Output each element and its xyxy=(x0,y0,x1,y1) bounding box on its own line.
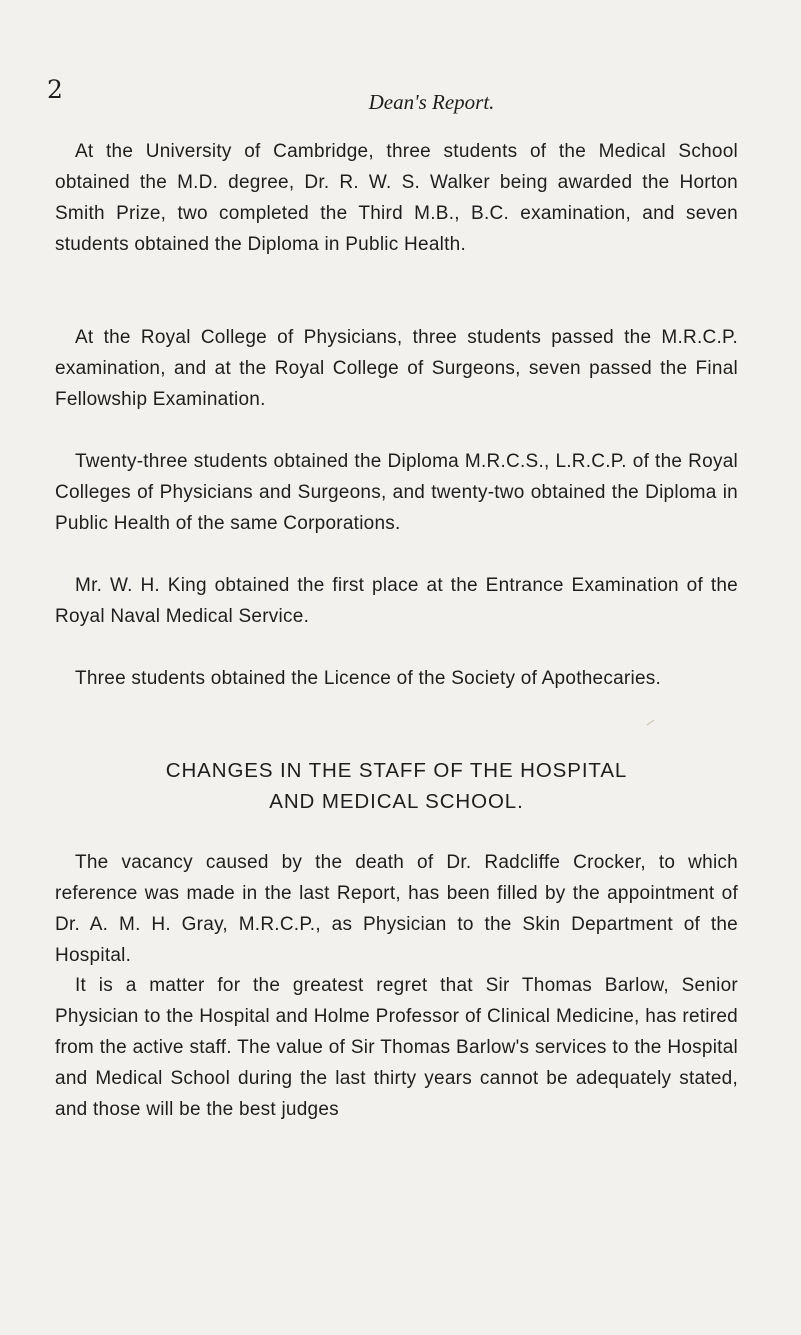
page-number: 2 xyxy=(47,75,63,104)
paragraph-text: At the University of Cambridge, three students of the Medical School obtained the M.D. degree, Dr. R. W. S. Walker being awarded the Horton Smith Prize, two completed the Third M.B., B.C. examination, and seven students obtained the Diploma in Public Health. xyxy=(55,141,738,255)
paragraph-naval-service xyxy=(55,570,738,632)
paragraph-text: Three students obtained the Licence of the Society of Apothecaries. xyxy=(75,668,662,689)
section-heading-line-2: AND MEDICAL SCHOOL. xyxy=(269,790,524,813)
paragraph-apothecaries xyxy=(55,663,738,694)
paragraph-barlow xyxy=(55,970,738,1125)
paragraph-diploma xyxy=(55,446,738,539)
section-heading-line-1: CHANGES IN THE STAFF OF THE HOSPITAL xyxy=(165,759,628,782)
paragraph-vacancy xyxy=(55,847,738,971)
paragraph-royal-colleges xyxy=(55,322,738,415)
paper-spot xyxy=(647,720,655,726)
paragraph-text: At the Royal College of Physicians, three students passed the M.R.C.P. examination, and at the Royal College of Surgeons, seven passed the Final Fellowship Examination. xyxy=(55,327,738,410)
paragraph-cambridge xyxy=(55,136,738,260)
paragraph-text: The vacancy caused by the death of Dr. Radcliffe Crocker, to which reference was made in the last Report, has been filled by the appointment of Dr. A. M. H. Gray, M.R.C.P., as Physician to the Skin Department of the Hospital. xyxy=(55,852,738,966)
paragraph-text: It is a matter for the greatest regret that Sir Thomas Barlow, Senior Physician to the Hospital and Holme Professor of Clinical Medicine, has retired from the active staff. The value of Sir Thomas Barlow's services to the Hospital and Medical School during the last thirty years cannot be adequately stated, and those will be the best judges xyxy=(55,975,738,1120)
section-heading xyxy=(55,755,738,817)
paragraph-text: Mr. W. H. King obtained the first place at the Entrance Examination of the Royal Naval Medical Service. xyxy=(55,575,738,627)
paragraph-text: Twenty-three students obtained the Diploma M.R.C.S., L.R.C.P. of the Royal Colleges of Physicians and Surgeons, and twenty-two obtained the Diploma in Public Health of the same Corporations. xyxy=(55,451,738,534)
running-head: Dean's Report. xyxy=(368,90,495,114)
